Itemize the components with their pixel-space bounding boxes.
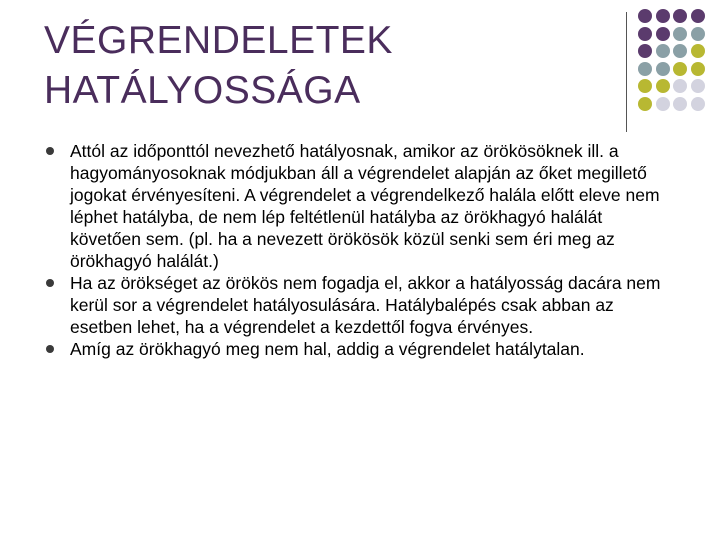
decorative-dot — [691, 79, 705, 93]
decorative-dot — [638, 79, 652, 93]
decorative-dot — [673, 79, 687, 93]
title-line-1: VÉGRENDELETEK — [44, 19, 393, 62]
bullet-icon — [46, 345, 54, 353]
bullet-text: Ha az örökséget az örökös nem fogadja el, akkor a hatályosság dacára nem kerül sor a végrendelet hatályosulására. Hatálybalépés csak abban az esetben lehet, ha a végrendelet a kezdettől fogva érvényes. — [70, 273, 661, 337]
decorative-dot — [691, 44, 705, 58]
decorative-dot — [691, 9, 705, 23]
bullet-list — [44, 140, 674, 360]
title-line-2: HATÁLYOSSÁGA — [44, 69, 361, 112]
bullet-item — [44, 338, 674, 360]
decorative-dot — [656, 9, 670, 23]
decorative-dot — [638, 9, 652, 23]
decorative-dot — [673, 62, 687, 76]
bullet-text: Attól az időponttól nevezhető hatályosnak, amikor az örökösöknek ill. a hagyományosoknak módjukban áll a végrendelet alapján az őket megillető jogokat érvényesíteni. A végrendelet a végrendelkező halála előtt eleve nem léphet hatályba, de nem lép feltétlenül hatályba az örökhagyó halálát követően sem. (pl. ha a nevezett örökösök közül senki sem éri meg az örökhagyó halálát.) — [70, 141, 660, 271]
decorative-dot — [673, 97, 687, 111]
decorative-dot — [673, 27, 687, 41]
decorative-dot — [638, 62, 652, 76]
bullet-item — [44, 272, 674, 338]
decorative-dot — [673, 44, 687, 58]
decorative-dot — [638, 27, 652, 41]
decorative-dot — [638, 44, 652, 58]
decorative-dot — [656, 44, 670, 58]
bullet-icon — [46, 147, 54, 155]
bullet-text: Amíg az örökhagyó meg nem hal, addig a végrendelet hatálytalan. — [70, 339, 585, 359]
decorative-dot — [656, 62, 670, 76]
decorative-dot — [691, 97, 705, 111]
bullet-item — [44, 140, 674, 272]
bullet-icon — [46, 279, 54, 287]
decorative-divider — [626, 12, 627, 132]
slide-title — [44, 16, 604, 116]
decorative-dot — [691, 62, 705, 76]
decorative-dot — [656, 97, 670, 111]
decorative-dot — [673, 9, 687, 23]
decorative-dot — [638, 97, 652, 111]
decorative-dot — [656, 79, 670, 93]
decorative-dot — [691, 27, 705, 41]
decorative-dot — [656, 27, 670, 41]
